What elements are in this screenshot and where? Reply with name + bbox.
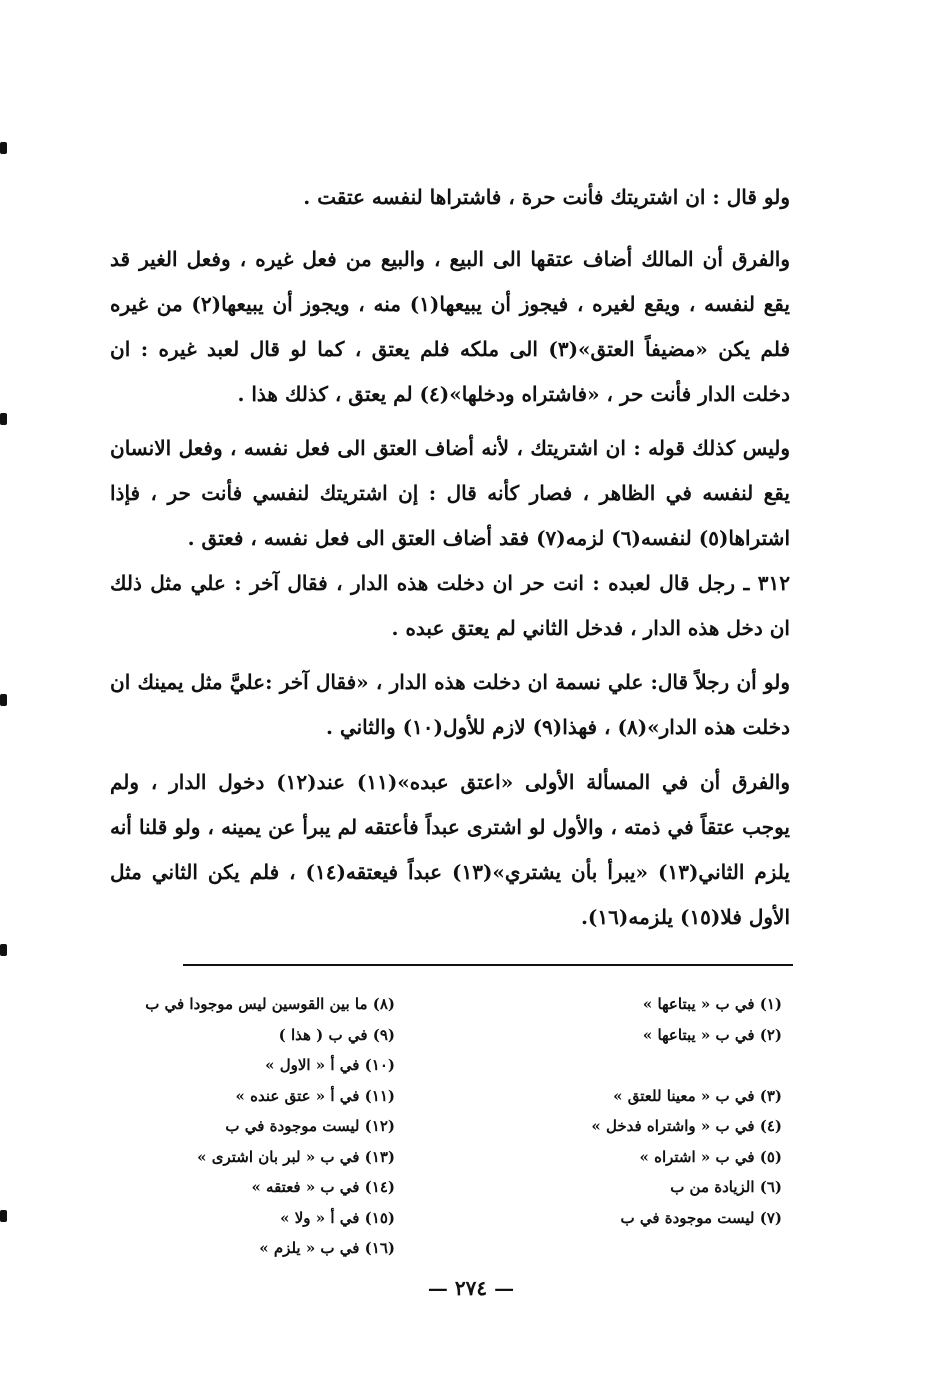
footnote: (١٦) في ب « يلزم » xyxy=(259,1239,395,1257)
footnote: (٣) في ب « معينا للعتق » xyxy=(613,1086,782,1105)
footnote: (١٢) ليست موجودة في ب xyxy=(225,1117,395,1135)
paragraph: ٣١٢ ـ رجل قال لعبده : انت حر ان دخلت هذه الدار ، فقال آخر : علي مثل ذلك ان دخل هذه الدار ، فدخل الثاني لم يعتق عبده . xyxy=(110,571,790,640)
footnote: (٧) ليست موجودة في ب xyxy=(620,1208,782,1227)
footnote: (٢) في ب « يبتاعها » xyxy=(642,1025,782,1044)
footnote: (١١) في أ « عتق عنده » xyxy=(235,1086,395,1105)
margin-mark xyxy=(0,1210,7,1222)
margin-mark xyxy=(0,413,7,425)
footnote: (٥) في ب « اشتراه » xyxy=(639,1147,782,1166)
margin-mark xyxy=(0,142,7,154)
footnote: (٤) في ب « واشتراه فدخل » xyxy=(591,1117,782,1135)
footnote: (١٤) في ب « فعتقه » xyxy=(251,1178,395,1196)
footnote: (١٠) في أ « الاول » xyxy=(265,1056,395,1074)
footnote-divider xyxy=(183,964,793,966)
footnote: (١٥) في أ « ولا » xyxy=(280,1208,395,1227)
margin-mark xyxy=(0,944,7,956)
paragraph: والفرق أن في المسألة الأولى «اعتق عبده»(١١) عند(١٢) دخول الدار ، ولم يوجب عتقاً في ذمته ، والأول لو اشترى عبداً فأعتقه لم يبرأ عن يمينه ، ولو قلنا أنه يلزم الثاني(١٣) «يبرأ بأن يشتري»(١٣) عبداً فيعتقه(١٤) ، فلم يكن الثاني مثل الأول فلا(١٥) يلزمه(١٦). xyxy=(110,770,790,929)
footnote: (١٣) في ب « لبر بان اشترى » xyxy=(197,1147,395,1166)
footnote xyxy=(522,1050,782,1081)
paragraph: ولو قال : ان اشتريتك فأنت حرة ، فاشتراها لنفسه عتقت . xyxy=(303,185,790,209)
footnotes-right-column xyxy=(522,989,782,1233)
footnote: (٦) الزيادة من ب xyxy=(670,1178,782,1196)
footnote: (١) في ب « يبتاعها » xyxy=(642,995,782,1013)
margin-mark xyxy=(0,694,7,706)
paragraph: وليس كذلك قوله : ان اشتريتك ، لأنه أضاف العتق الى فعل نفسه ، وفعل الانسان يقع لنفسه في الظاهر ، فصار كأنه قال : إن اشتريتك لنفسي فأنت حر ، فإذا اشتراها(٥) لنفسه(٦) لزمه(٧) فقد أضاف العتق الى فعل نفسه ، فعتق . xyxy=(110,436,790,550)
footnote: (٨) ما بين القوسين ليس موجودا في ب xyxy=(145,995,395,1013)
footnote: (٩) في ب ( هذا ) xyxy=(278,1025,395,1044)
page-number: — ٢٧٤ — xyxy=(427,1276,515,1300)
paragraph: ولو أن رجلاً قال: علي نسمة ان دخلت هذه الدار ، «فقال آخر :عليَّ مثل يمينك ان دخلت هذه الدار»(٨) ، فهذا(٩) لازم للأول(١٠) والثاني . xyxy=(110,670,790,739)
footnotes-left-column xyxy=(95,989,395,1264)
paragraph: والفرق أن المالك أضاف عتقها الى البيع ، والبيع من فعل غيره ، وفعل الغير قد يقع لنفسه ، ويقع لغيره ، فيجوز أن يبيعها(١) منه ، ويجوز أن يبيعها(٢) من غيره فلم يكن «مضيفاً العتق»(٣) الى ملكه فلم يعتق ، كما لو قال لعبد غيره : ان دخلت الدار فأنت حر ، «فاشتراه ودخلها»(٤) لم يعتق ، كذلك هذا . xyxy=(110,247,791,406)
